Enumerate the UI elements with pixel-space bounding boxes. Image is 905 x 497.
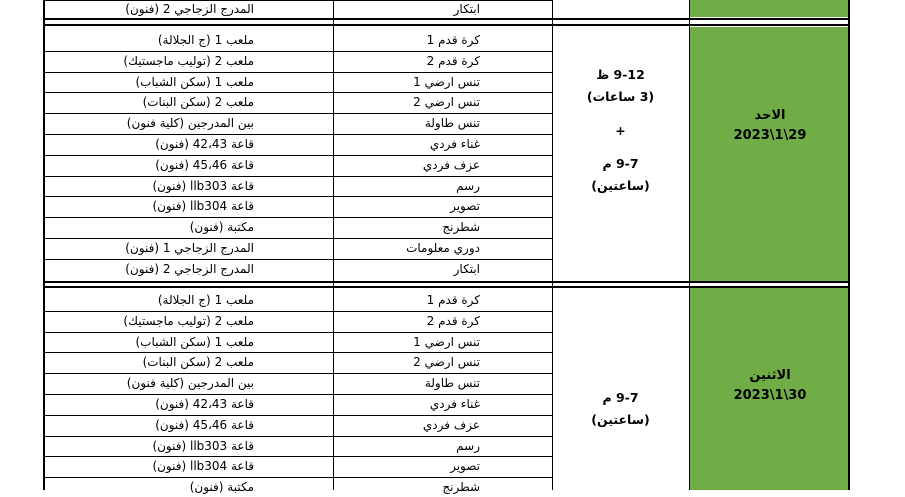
activity-cell: كرة قدم 1 [426,33,480,47]
day-name: الاحد [754,108,786,123]
column-divider [333,0,334,490]
venue-cell: قاعة llb303 (فنون) [152,178,254,193]
activity-cell: شطرنج [442,480,480,495]
day-column-fill-top [690,0,848,17]
day-column-fill-sunday [690,27,848,281]
venue-cell: قاعة llb303 (فنون) [152,438,254,453]
venue-cell: بين المدرجين (كلية فنون) [126,116,254,131]
venue-cell: قاعة llb304 (فنون) [152,459,254,474]
activity-cell: كرة قدم 2 [426,313,480,328]
day-separator [43,18,850,20]
day-date: 2023\1\29 [733,128,807,143]
venue-cell: مكتبة (فنون) [189,480,254,495]
column-divider [689,0,690,490]
activity-cell: رسم [456,178,480,193]
venue-cell: ملعب 1 (سكن الشباب) [135,74,254,89]
venue-cell: ملعب 1 (ج الجلالة) [157,33,254,47]
venue-cell: مكتبة (فنون) [189,220,254,235]
table-border-left [43,0,45,490]
table-border-right [848,0,850,490]
day-date: 2023\1\30 [733,388,807,403]
day-name: الاثنين [749,368,791,383]
time-line: 9-7 م [602,390,639,405]
sunday-label [690,106,850,146]
venue-cell: قاعة 45،46 (فنون) [155,417,254,432]
activity-cell: غناء فردي [429,137,480,151]
activity-cell: تنس طاولة [424,116,480,131]
activity-cell: شطرنج [442,220,480,235]
venue-cell: ملعب 1 (ج الجلالة) [157,293,254,307]
monday-label [690,366,850,406]
activity-cell: كرة قدم 1 [426,293,480,307]
activity-cell: دوري معلومات [406,241,480,255]
venue-cell: ملعب 2 (توليب ماجستيك) [123,313,254,328]
activity-cell: تنس ارضي 2 [413,95,480,110]
time-plus: + [615,123,626,138]
top-row-venue: المدرج الزجاجي 2 (فنون) [125,2,254,16]
activity-cell: تنس طاولة [424,376,480,391]
venue-cell: ملعب 1 (سكن الشباب) [135,334,254,349]
day-separator [43,286,850,288]
sunday-time-slot [553,64,688,197]
venue-cell: بين المدرجين (كلية فنون) [126,376,254,391]
time-line: (ساعتين) [591,178,650,193]
time-line: 9-12 ظ [596,67,645,82]
activity-cell: تصوير [450,459,480,474]
activity-cell: رسم [456,438,480,453]
venue-cell: ملعب 2 (توليب ماجستيك) [123,53,254,68]
time-line: 9-7 م [602,156,639,171]
top-row-activity: ابتكار [453,2,480,16]
time-line: (ساعتين) [591,412,650,427]
venue-cell: ملعب 2 (سكن البنات) [142,95,254,110]
activity-cell: تنس ارضي 1 [413,74,480,89]
activity-cell: عزف فردي [422,157,480,172]
activity-cell: كرة قدم 2 [426,53,480,68]
activity-cell: تنس ارضي 2 [413,355,480,370]
venue-cell: قاعة llb304 (فنون) [152,199,254,214]
venue-cell: قاعة 42،43 (فنون) [155,397,254,411]
day-separator [43,24,850,26]
venue-cell: ملعب 2 (سكن البنات) [142,355,254,370]
activity-cell: ابتكار [453,261,480,276]
venue-cell: قاعة 45،46 (فنون) [155,157,254,172]
activity-cell: عزف فردي [422,417,480,432]
venue-cell: المدرج الزجاجي 1 (فنون) [125,241,254,255]
time-line: (3 ساعات) [586,89,655,104]
activity-cell: غناء فردي [429,397,480,411]
venue-cell: المدرج الزجاجي 2 (فنون) [125,261,254,276]
activity-cell: تصوير [450,199,480,214]
venue-cell: قاعة 42،43 (فنون) [155,137,254,151]
monday-time-slot [553,387,688,431]
activity-cell: تنس ارضي 1 [413,334,480,349]
day-separator [43,281,850,283]
